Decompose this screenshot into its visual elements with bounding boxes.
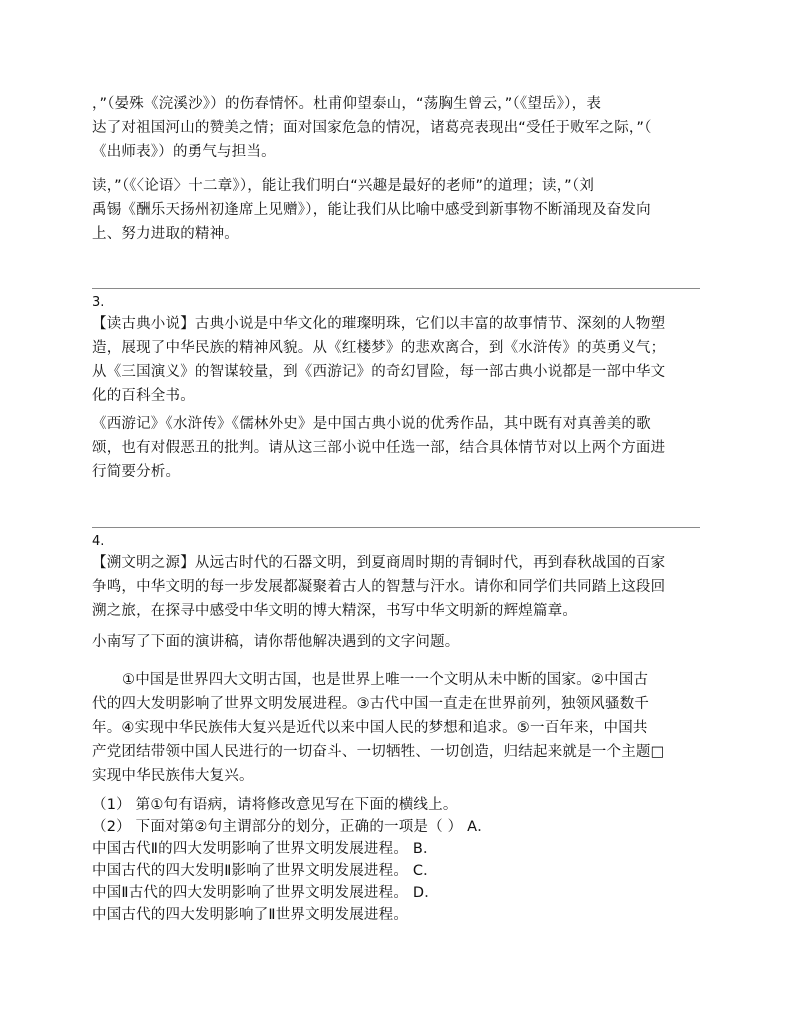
text-line: 年。④实现中华民族伟大复兴是近代以来中国人民的梦想和追求。⑤一百年来，中国共: [92, 720, 648, 736]
text-line: 颂，也有对假恶丑的批判。请从这三部小说中任选一部，结合具体情节对以上两个方面进: [92, 440, 666, 456]
text-line: 达了对祖国河山的赞美之情；面对国家危急的情况，诸葛亮表现出“受任于败军之际，”（: [92, 120, 652, 136]
text-line: 造，展现了中华民族的精神风貌。从《红楼梦》的悲欢离合，到《水浒传》的英勇义气；: [92, 340, 666, 356]
option-text: 中国古代的四大发明影响了Ⅱ世界文明发展进程。: [92, 907, 409, 923]
text-line: 争鸣，中华文明的每一步发展都凝聚着古人的智慧与汗水。请你和同学们共同踏上这段回: [92, 579, 666, 595]
poetry-fill-paragraph-1: [92, 92, 700, 164]
sub-question-2: （2） 下面对第②句主谓部分的划分，正确的一项是（ ） A．: [92, 819, 492, 835]
text-line: 实现中华民族伟大复兴。: [92, 768, 254, 784]
text-line: 上、努力进取的精神。: [92, 226, 239, 242]
text-line: 从《三国演义》的智谋较量，到《西游记》的奇幻冒险，每一部古典小说都是一部中华文: [92, 364, 666, 380]
text-line: 禹锡《酬乐天扬州初逢席上见赠》），能让我们从比喻中感受到新事物不断涌现及奋发向: [92, 202, 651, 218]
sub-questions: [92, 794, 700, 926]
text-line: ，”（晏殊《浣溪沙》）的伤春情怀。杜甫仰望泰山，“荡胸生曾云，”（《望岳》），表: [92, 96, 602, 112]
text-line: 行简要分析。: [92, 464, 181, 480]
text-line: 代的四大发明影响了世界文明发展进程。③古代中国一直走在世界前列，独领风骚数千: [92, 696, 650, 712]
text-line: 【溯文明之源】从远古时代的石器文明，到夏商周时期的青铜时代，再到春秋战国的百家: [92, 555, 666, 571]
prompt-text: 小南写了下面的演讲稿，请你帮他解决遇到的文字问题。: [92, 634, 460, 650]
text-line: 【读古典小说】古典小说是中华文化的璀璨明珠，它们以丰富的故事情节、深刻的人物塑: [92, 316, 666, 332]
question-divider: [92, 288, 700, 289]
speech-draft: [92, 668, 700, 788]
option-text: 中国Ⅱ古代的四大发明影响了世界文明发展进程。 D．: [92, 885, 439, 901]
option-text: 中国古代的四大发明Ⅱ影响了世界文明发展进程。 C．: [92, 863, 438, 879]
question-number: 3.: [92, 295, 105, 310]
question-divider: [92, 527, 700, 528]
text-line: 读，”（《〈论语〉十二章》），能让我们明白“兴趣是最好的老师”的道理；读，”（刘: [92, 178, 595, 194]
text-line: 产党团结带领中国人民进行的一切奋斗、一切牺牲、一切创造，归结起来就是一个主题□: [92, 744, 665, 760]
text-line: 溯之旅，在探寻中感受中华文明的博大精深，书写中华文明新的辉煌篇章。: [92, 603, 578, 619]
question-3-task: [92, 412, 700, 484]
sub-question-1: （1） 第①句有语病，请将修改意见写在下面的横线上。: [92, 797, 458, 813]
text-line: ①中国是世界四大文明古国，也是世界上唯一一个文明从未中断的国家。②中国古: [122, 672, 649, 688]
poetry-fill-paragraph-2: [92, 174, 700, 246]
question-number: 4.: [92, 534, 105, 549]
option-text: 中国古代Ⅱ的四大发明影响了世界文明发展进程。 B．: [92, 841, 438, 857]
question-4: [92, 533, 700, 623]
question-3: [92, 294, 700, 408]
text-line: 化的百科全书。: [92, 388, 195, 404]
text-line: 《出师表》）的勇气与担当。: [92, 144, 276, 160]
question-4-prompt: [92, 630, 700, 654]
text-line: 《西游记》《水浒传》《儒林外史》是中国古典小说的优秀作品，其中既有对真善美的歌: [92, 416, 651, 432]
